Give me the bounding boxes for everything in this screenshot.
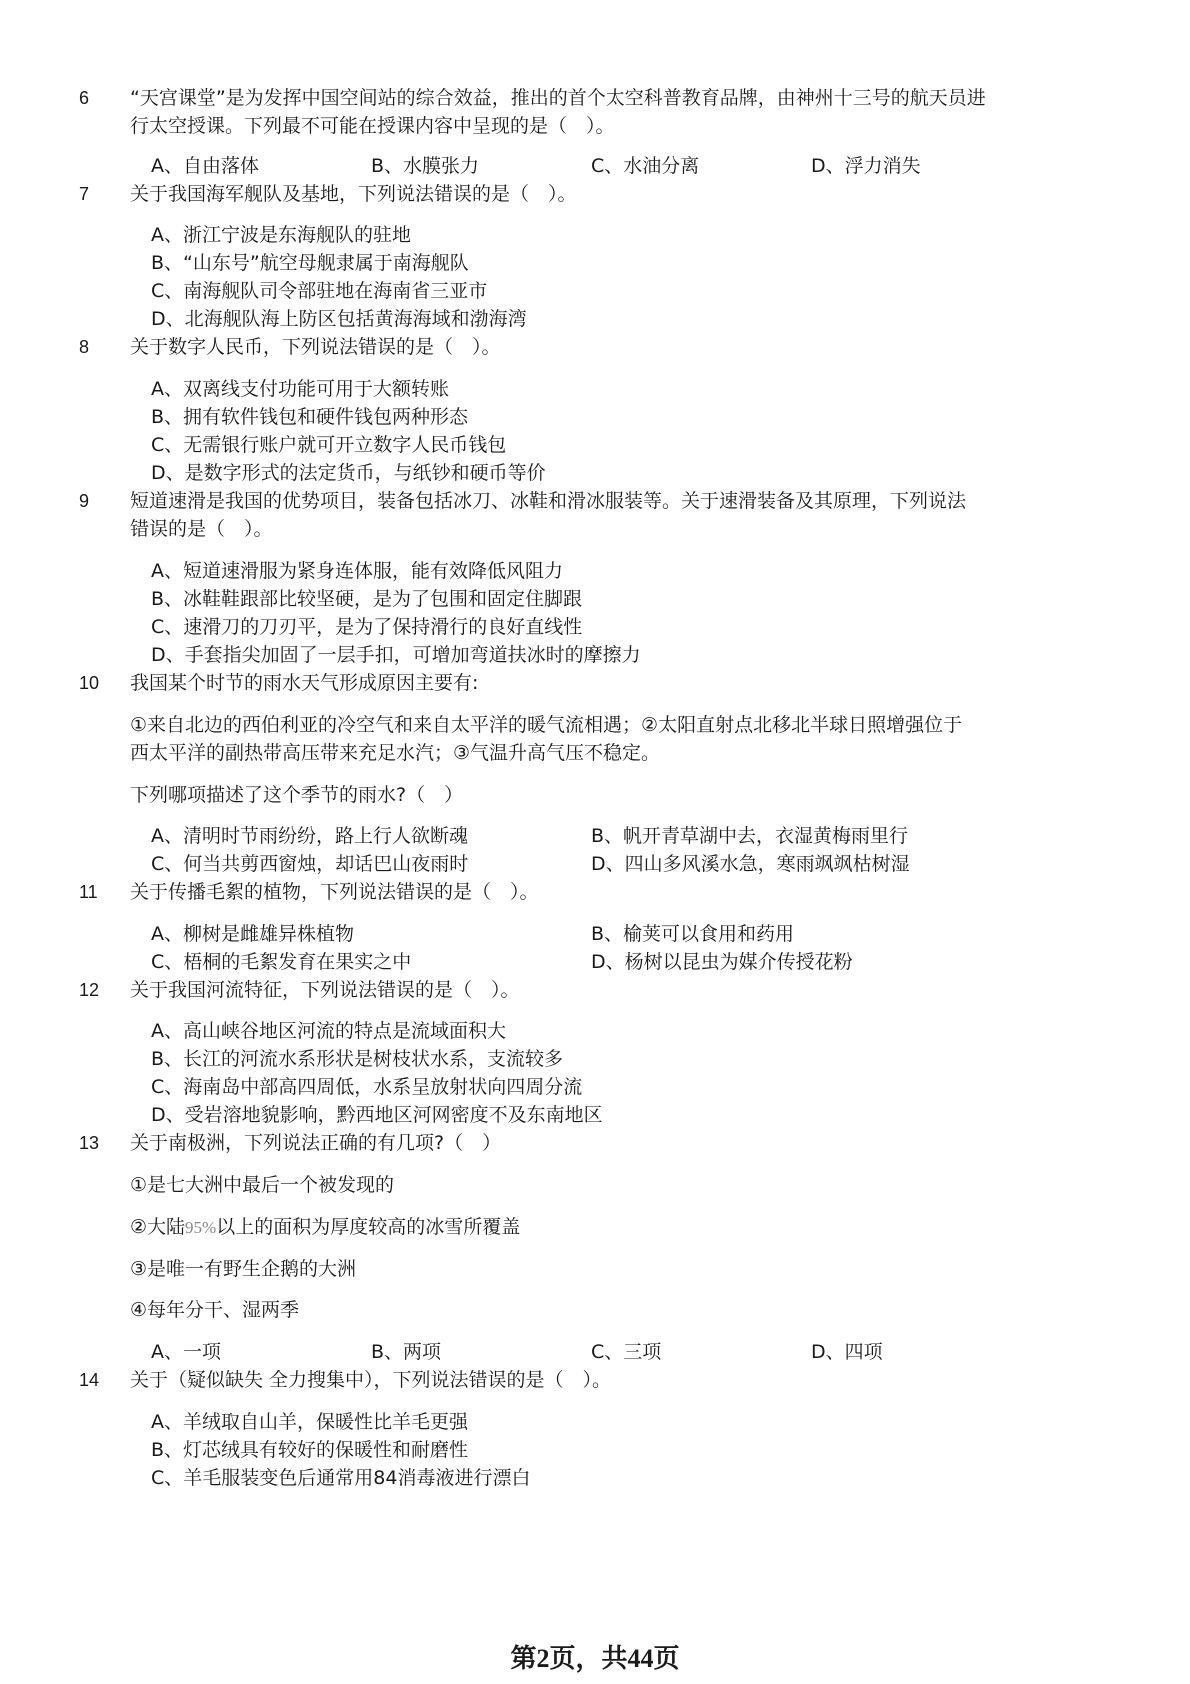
option-b: B、拥有软件钱包和硬件钱包两种形态 (151, 406, 469, 428)
option-d: D、北海舰队海上防区包括黄海海域和渤海湾 (151, 308, 527, 330)
question-stem: “天宫课堂”是为发挥中国空间站的综合效益，推出的首个太空科普教育品牌，由神州十三号的航天员进 (130, 87, 986, 109)
question-number: 6 (79, 88, 90, 108)
question-number: 9 (79, 491, 90, 511)
question-stem: 行太空授课。下列最不可能在授课内容中呈现的是（ ）。 (130, 115, 615, 137)
question-number: 10 (79, 673, 100, 693)
option-b: B、冰鞋鞋跟部比较坚硬，是为了包围和固定住脚跟 (151, 588, 583, 610)
option-a: A、羊绒取自山羊，保暖性比羊毛更强 (151, 1411, 468, 1433)
statement-3: ③是唯一有野生企鹅的大洲 (130, 1258, 357, 1280)
question-stem: 错误的是（ ）。 (130, 518, 273, 540)
option-a: A、清明时节雨纷纷，路上行人欲断魂 (151, 825, 468, 847)
option-c: C、羊毛服装变色后通常用84消毒液进行漂白 (151, 1467, 531, 1489)
statement-1: ①是七大洲中最后一个被发现的 (130, 1174, 395, 1196)
statement-2-part: 以上的面积为厚度较高的冰雪所覆盖 (216, 1216, 521, 1238)
option-d: D、杨树以昆虫为媒介传授花粉 (591, 951, 853, 973)
option-d: D、受岩溶地貌影响，黔西地区河网密度不及东南地区 (151, 1104, 603, 1126)
question-number: 7 (79, 184, 90, 204)
option-c: C、速滑刀的刀刃平，是为了保持滑行的良好直线性 (151, 616, 583, 638)
question-number: 8 (79, 337, 90, 357)
option-b: B、帆开青草湖中去，衣湿黄梅雨里行 (591, 825, 909, 847)
option-c: C、三项 (591, 1341, 662, 1363)
question-stem: 关于我国河流特征，下列说法错误的是（ ）。 (130, 979, 520, 1001)
statement-2-percent: 95% (185, 1218, 217, 1237)
option-b: B、“山东号”航空母舰隶属于南海舰队 (151, 252, 469, 274)
option-a: A、自由落体 (151, 155, 259, 177)
statement-2 (130, 1214, 520, 1241)
question-stem: 西太平洋的副热带高压带来充足水汽；③气温升高气压不稳定。 (130, 742, 661, 764)
question-stem: 关于数字人民币，下列说法错误的是（ ）。 (130, 336, 501, 358)
option-c: C、何当共剪西窗烛，却话巴山夜雨时 (151, 853, 469, 875)
question-stem: 关于传播毛絮的植物，下列说法错误的是（ ）。 (130, 881, 539, 903)
option-d: D、手套指尖加固了一层手扣，可增加弯道扶冰时的摩擦力 (151, 644, 641, 666)
option-c: C、海南岛中部高四周低，水系呈放射状向四周分流 (151, 1076, 583, 1098)
question-number: 14 (79, 1370, 100, 1390)
option-a: A、双离线支付功能可用于大额转账 (151, 378, 449, 400)
option-c: C、无需银行账户就可开立数字人民币钱包 (151, 434, 507, 456)
statement-2-part: ②大陆 (130, 1216, 186, 1238)
option-b: B、榆荚可以食用和药用 (591, 923, 795, 945)
option-a: A、浙江宁波是东海舰队的驻地 (151, 224, 411, 246)
question-stem: 下列哪项描述了这个季节的雨水?（ ） (130, 784, 464, 806)
page-footer: 第2页，共44页 (510, 1644, 680, 1673)
option-a: A、短道速滑服为紧身连体服，能有效降低风阻力 (151, 560, 563, 582)
option-d: D、四山多风溪水急，寒雨飒飒枯树湿 (591, 853, 910, 875)
option-a: A、高山峡谷地区河流的特点是流域面积大 (151, 1020, 506, 1042)
option-d: D、浮力消失 (811, 155, 921, 177)
option-d: D、四项 (811, 1341, 883, 1363)
question-stem: 关于南极洲，下列说法正确的有几项?（ ） (130, 1132, 502, 1154)
question-number: 11 (79, 882, 98, 902)
option-d: D、是数字形式的法定货币，与纸钞和硬币等价 (151, 462, 546, 484)
option-a: A、柳树是雌雄异株植物 (151, 923, 354, 945)
question-stem: 短道速滑是我国的优势项目，装备包括冰刀、冰鞋和滑冰服装等。关于速滑装备及其原理，下列说法 (130, 490, 967, 512)
question-stem: 关于我国海军舰队及基地，下列说法错误的是（ ）。 (130, 183, 577, 205)
option-b: B、长江的河流水系形状是树枝状水系，支流较多 (151, 1048, 564, 1070)
question-stem: 我国某个时节的雨水天气形成原因主要有: (130, 672, 479, 694)
option-b: B、两项 (371, 1341, 442, 1363)
option-c: C、梧桐的毛絮发育在果实之中 (151, 951, 412, 973)
question-number: 12 (79, 980, 100, 1000)
statement-4: ④每年分干、湿两季 (130, 1299, 300, 1321)
question-number: 13 (79, 1133, 100, 1153)
option-a: A、一项 (151, 1341, 221, 1363)
option-b: B、水膜张力 (371, 155, 480, 177)
question-stem: ①来自北边的西伯利亚的冷空气和来自太平洋的暖气流相遇；②太阳直射点北移北半球日照增强位于 (130, 714, 963, 736)
option-c: C、南海舰队司令部驻地在海南省三亚市 (151, 280, 488, 302)
option-b: B、灯芯绒具有较好的保暖性和耐磨性 (151, 1439, 469, 1461)
question-stem: 关于（疑似缺失 全力搜集中），下列说法错误的是（ ）。 (130, 1369, 612, 1391)
option-c: C、水油分离 (591, 155, 700, 177)
